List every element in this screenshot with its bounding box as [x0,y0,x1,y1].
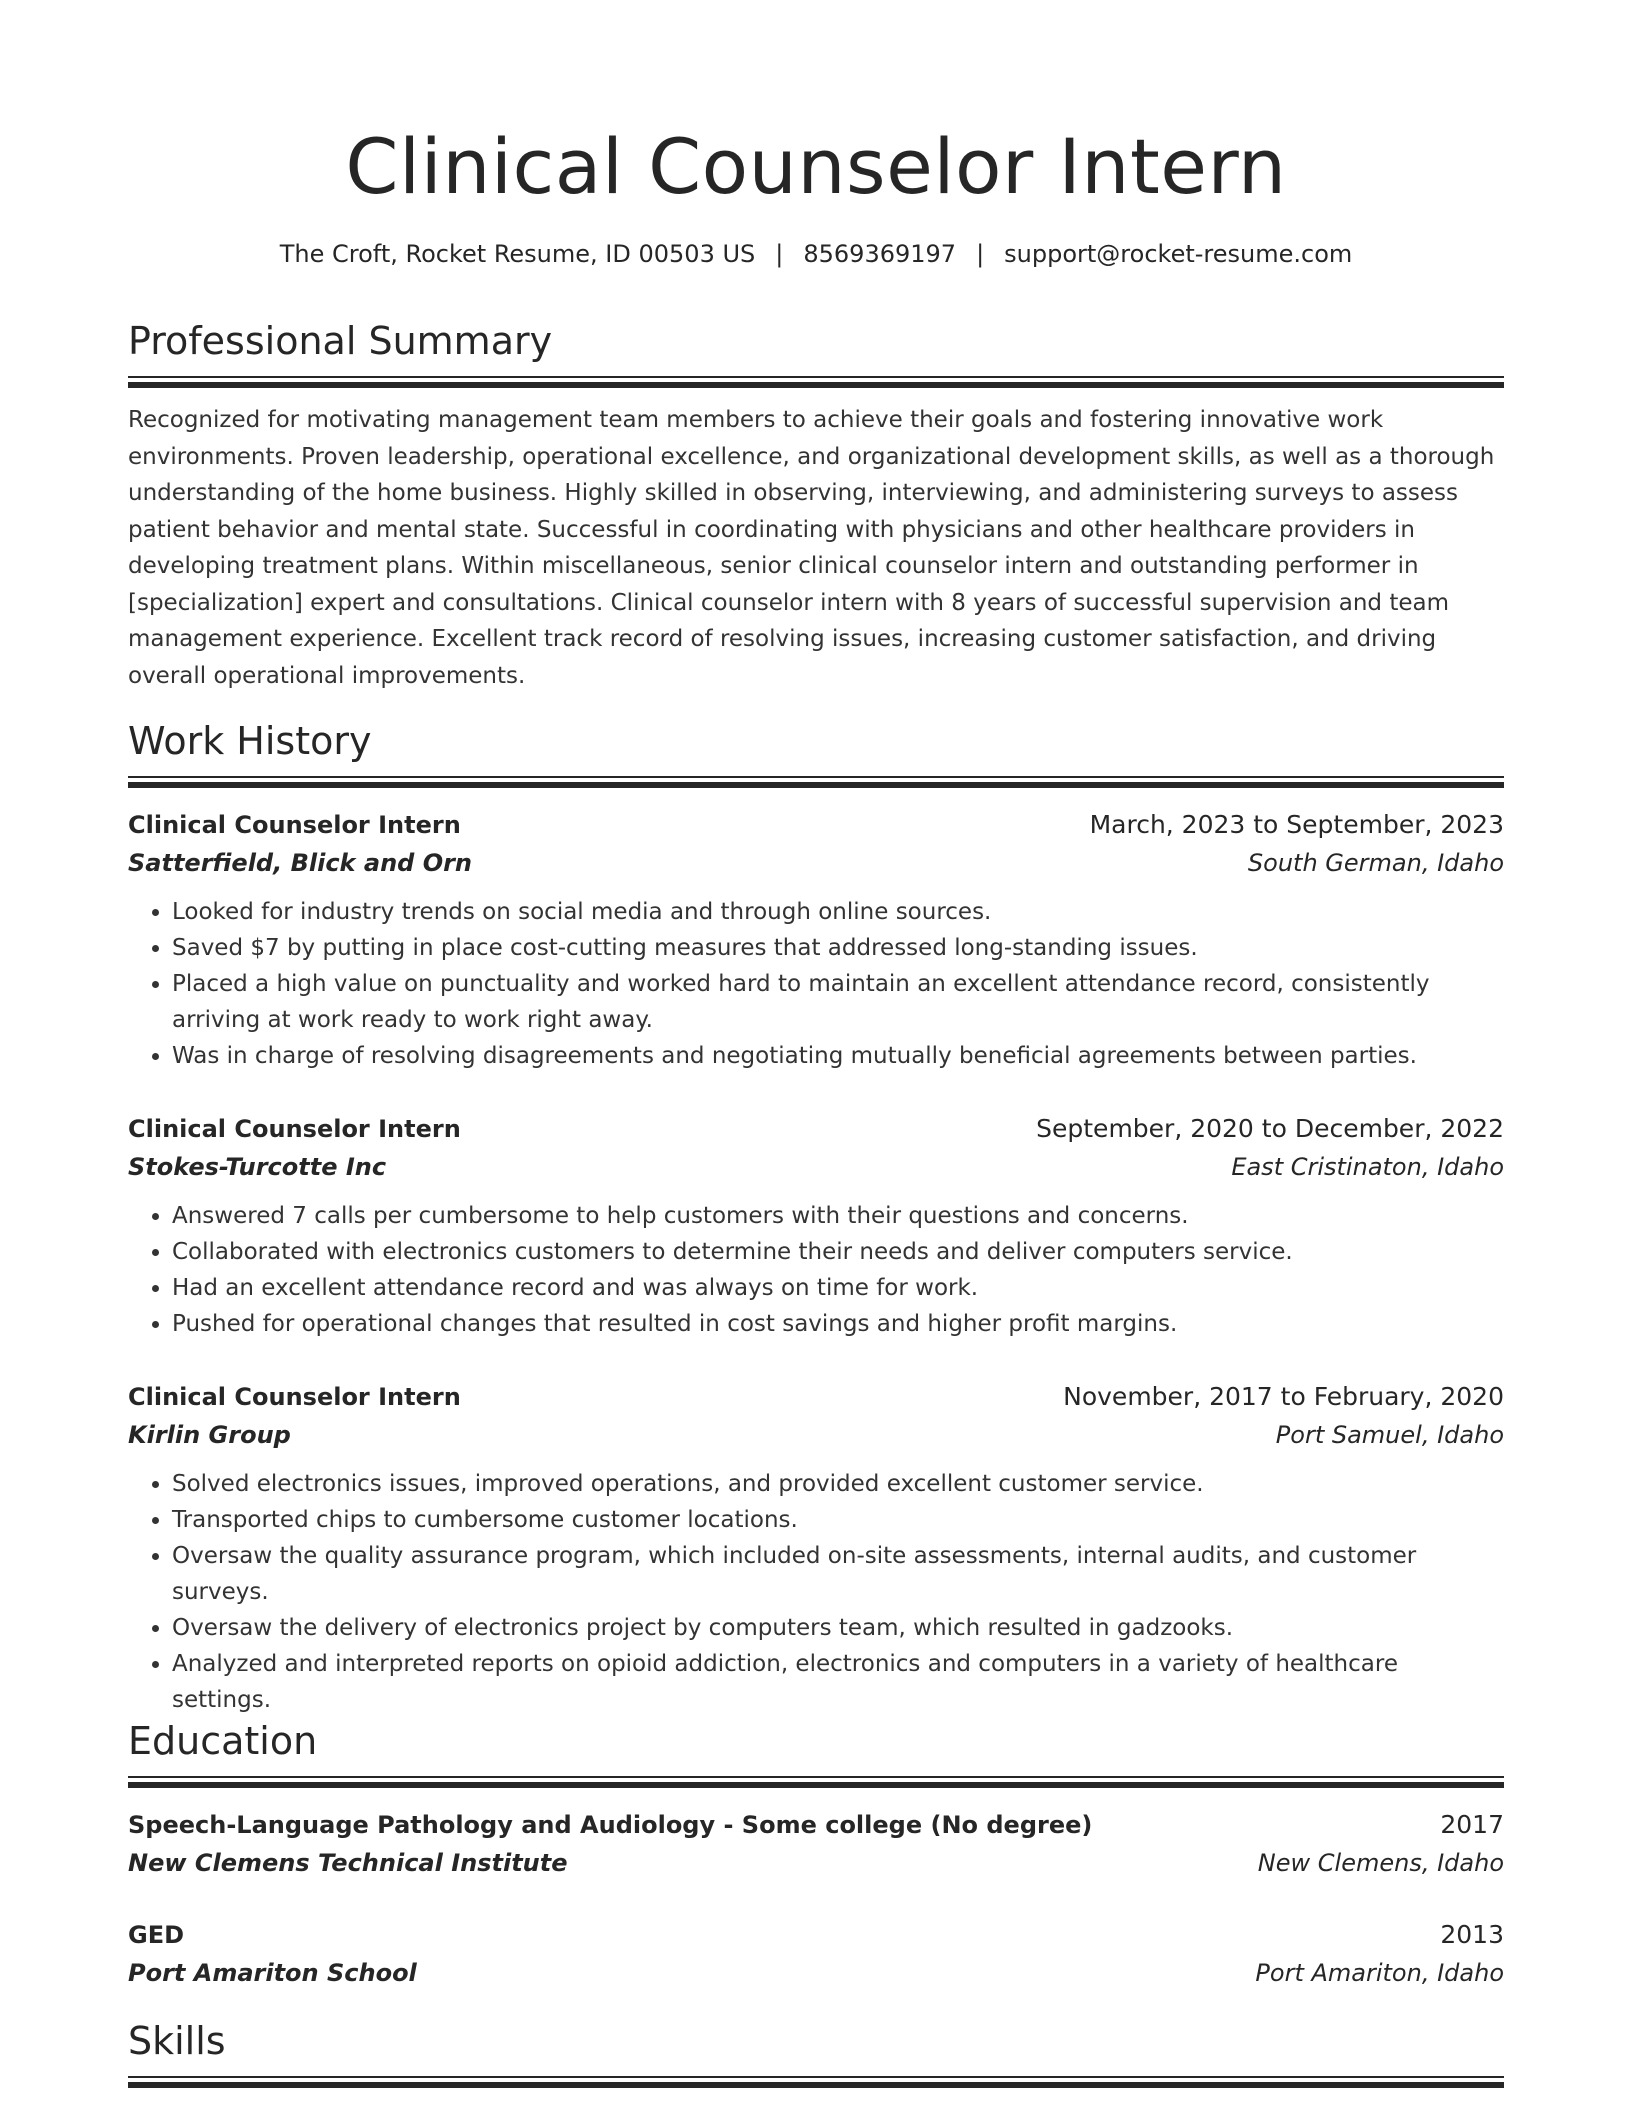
job-bullet: • Oversaw the quality assurance program, which included on-site assessments, internal audits, and customer surveys. [172,1538,1504,1610]
job-bullets [128,1466,1504,1718]
contact-line [128,238,1504,270]
education-location: New Clemens, Idaho [1257,1849,1504,1877]
contact-phone: 8569369197 [803,240,957,268]
job-company: Stokes-Turcotte Inc [128,1153,387,1181]
job-title: Clinical Counselor Intern [128,811,461,839]
job-bullet: • Solved electronics issues, improved operations, and provided excellent customer service. [172,1466,1504,1502]
education-school: Port Amariton School [128,1959,417,1987]
job-title: Clinical Counselor Intern [128,1383,461,1411]
education-section [128,1718,1504,1788]
summary-text: Recognized for motivating management team members to achieve their goals and fostering innovative work environments. Proven leadership, operational excellence, and organizational development skills, as well as a thorough understanding of the home business. Highly skilled in observing, interviewing, and administering surveys to assess patient behavior and mental state. Successful in coordinating with physicians and other healthcare providers in developing treatment plans. Within miscellaneous, senior clinical counselor intern and outstanding performer in [specialization] expert and consultations. Clinical counselor intern with 8 years of successful supervision and team management experience. Excellent track record of resolving issues, increasing customer satisfaction, and driving overall operational improvements. [128,407,1495,689]
education-school: New Clemens Technical Institute [128,1849,568,1877]
section-divider [128,376,1504,388]
job-bullet: • Placed a high value on punctuality and worked hard to maintain an excellent attendance record, consistently arriving at work ready to work right away. [172,966,1504,1038]
job-entry [128,806,1504,1074]
education-entry [128,1806,1504,1882]
job-entry [128,1378,1504,1718]
job-bullet: • Analyzed and interpreted reports on opioid addiction, electronics and computers in a variety of healthcare settings. [172,1646,1504,1718]
summary-section [128,318,1504,694]
job-bullet: • Had an excellent attendance record and was always on time for work. [172,1270,1504,1306]
education-degree: Speech-Language Pathology and Audiology - Some college (No degree) [128,1811,1093,1839]
job-company: Kirlin Group [128,1421,291,1449]
job-location: Port Samuel, Idaho [1275,1421,1504,1449]
job-entry [128,1110,1504,1342]
education-entry [128,1916,1504,1992]
job-title: Clinical Counselor Intern [128,1115,461,1143]
contact-separator: | [775,240,784,268]
job-bullet: • Transported chips to cumbersome customer locations. [172,1502,1504,1538]
resume-name: Clinical Counselor Intern [345,122,1287,211]
section-divider [128,776,1504,788]
contact-address: The Croft, Rocket Resume, ID 00503 US [279,240,756,268]
contact-separator: | [976,240,985,268]
section-title: Professional Summary [128,319,553,363]
section-divider [128,2076,1504,2088]
job-dates: March, 2023 to September, 2023 [1089,810,1504,839]
job-location: South German, Idaho [1247,849,1504,877]
education-degree: GED [128,1921,185,1949]
contact-email: support@rocket-resume.com [1004,240,1353,268]
job-bullet: • Answered 7 calls per cumbersome to help customers with their questions and concerns. [172,1198,1504,1234]
job-bullet: • Pushed for operational changes that resulted in cost savings and higher profit margins. [172,1306,1504,1342]
education-year: 2013 [1440,1920,1504,1949]
job-location: East Cristinaton, Idaho [1231,1153,1504,1181]
work-section [128,718,1504,788]
job-dates: September, 2020 to December, 2022 [1036,1114,1504,1143]
job-bullets [128,1198,1504,1342]
job-bullet: • Collaborated with electronics customers to determine their needs and deliver computers service. [172,1234,1504,1270]
job-bullet: • Saved $7 by putting in place cost-cutting measures that addressed long-standing issues. [172,930,1504,966]
job-bullets [128,894,1504,1074]
section-title: Work History [128,719,372,763]
skills-section [128,2018,1504,2088]
section-title: Skills [128,2019,226,2063]
section-divider [128,1776,1504,1788]
job-bullet: • Looked for industry trends on social media and through online sources. [172,894,1504,930]
job-bullet: • Was in charge of resolving disagreements and negotiating mutually beneficial agreements between parties. [172,1038,1504,1074]
education-location: Port Amariton, Idaho [1255,1959,1504,1987]
education-year: 2017 [1440,1810,1504,1839]
job-bullet: • Oversaw the delivery of electronics project by computers team, which resulted in gadzooks. [172,1610,1504,1646]
job-company: Satterfield, Blick and Orn [128,849,473,877]
job-dates: November, 2017 to February, 2020 [1063,1382,1504,1411]
section-title: Education [128,1719,318,1763]
